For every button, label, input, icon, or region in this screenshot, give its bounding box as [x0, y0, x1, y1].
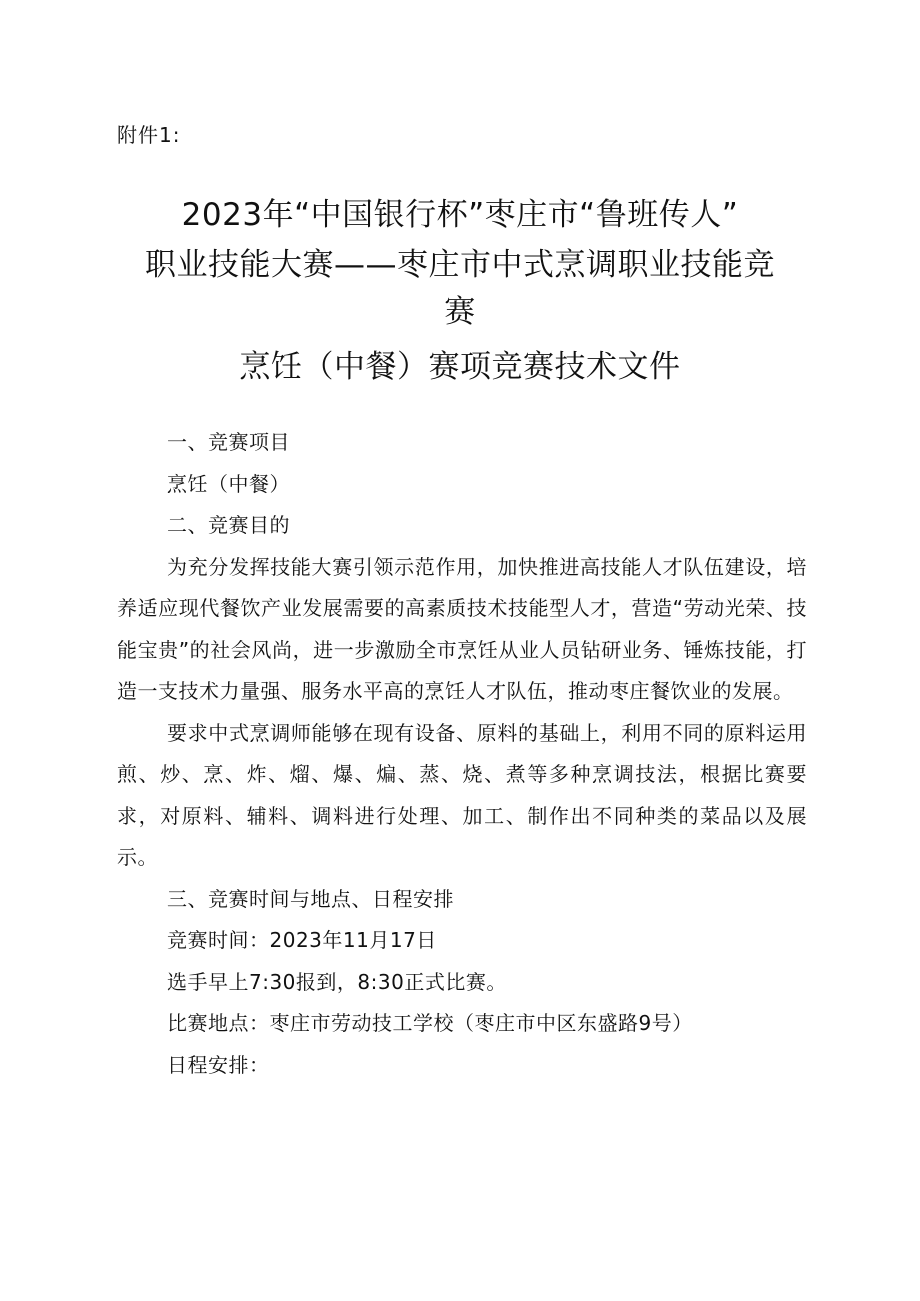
attachment-label: 附件1: [117, 123, 181, 147]
competition-location: 比赛地点：枣庄市劳动技工学校（枣庄市中区东盛路9号） [167, 1011, 693, 1035]
document-body [117, 422, 807, 1086]
document-title [100, 190, 820, 392]
purpose-paragraph-2: 要求中式烹调师能够在现有设备、原料的基础上，利用不同的原料运用煎、炒、烹、炸、熘、爆、煸、蒸、烧、煮等多种烹调技法，根据比赛要求，对原料、辅料、调料进行处理、加工、制作出不同种类的菜品以及展示。 [117, 720, 807, 869]
title-line-3: 赛 [444, 294, 476, 330]
title-line-4: 烹饪（中餐）赛项竞赛技术文件 [239, 349, 681, 385]
section-heading-competition-item: 一、竞赛项目 [167, 430, 290, 454]
schedule-label: 日程安排： [167, 1052, 270, 1077]
title-line-1: 2023年“中国银行杯”枣庄市“鲁班传人” [181, 197, 739, 233]
section-heading-purpose: 二、竞赛目的 [167, 513, 290, 537]
title-line-2: 职业技能大赛——枣庄市中式烹调职业技能竞 [145, 247, 775, 283]
purpose-paragraph-1: 为充分发挥技能大赛引领示范作用，加快推进高技能人才队伍建设，培养适应现代餐饮产业发展需要的高素质技术技能型人才，营造“劳动光荣、技能宝贵”的社会风尚，进一步激励全市烹饪从业人员钻研业务、锤炼技能，打造一支技术力量强、服务水平高的烹饪人才队伍，推动枣庄餐饮业的发展。 [117, 554, 807, 703]
competition-time: 竞赛时间：2023年11月17日 [167, 928, 437, 952]
competition-item-text: 烹饪（中餐） [167, 471, 290, 496]
checkin-time: 选手早上7:30报到，8:30正式比赛。 [167, 969, 507, 994]
section-heading-schedule: 三、竞赛时间与地点、日程安排 [167, 886, 454, 911]
